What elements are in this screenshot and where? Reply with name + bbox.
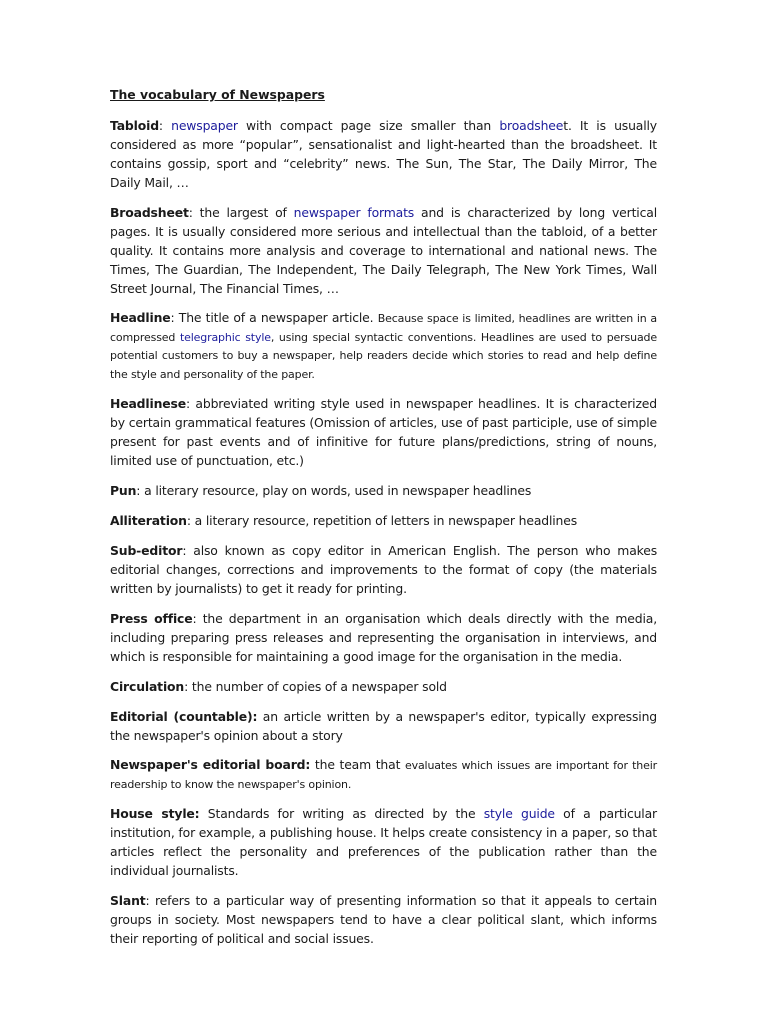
definition-text: an article written by a newspaper's editor, typically expressing the newspaper's opinion about a story [110,709,657,743]
glossary-term: Circulation [110,679,185,694]
glossary-entry [110,203,657,298]
glossary-term: Editorial (countable): [110,709,258,724]
glossary-entry [110,609,657,666]
definition-text: t. It is usually considered as more “popular”, sensationalist and light-hearted than the broadsheet. It contains gossip, sport and “celebrity” news. The Sun, The Star, The Daily Mirror, The Daily Mail, … [110,118,657,190]
definition-text: Standards for writing as directed by the [199,806,484,821]
definition-text: : the number of copies of a newspaper sold [184,679,447,694]
glossary-term: Slant [110,893,146,908]
definition-text: : [158,118,172,133]
hyperlink[interactable]: newspaper formats [293,205,415,220]
glossary-entry [110,309,657,383]
definition-text: : the largest of [188,205,294,220]
glossary-term: Broadsheet [110,205,189,220]
glossary-entry [110,481,657,500]
document-page [110,86,657,959]
hyperlink[interactable]: broadshee [499,118,564,133]
glossary-entry [110,677,657,696]
definition-text: , using special syntactic conventions. Headlines are used to persuade potential customers to buy a newspaper, help readers decide which stories to read and help define the style and personality of the paper. [110,330,657,381]
glossary-term: Newspaper's editorial board: [110,757,311,772]
definition-text: : abbreviated writing style used in newspaper headlines. It is characterized by certain grammatical features (Omission of articles, use of past participle, use of simple present for past events and of infinitive for future plans/predictions, string of nouns, limited use of punctuation, etc.) [110,396,657,468]
definition-text: : the department in an organisation which deals directly with the media, including preparing press releases and representing the organisation in interviews, and which is responsible for maintaining a good image for the organisation in the media. [110,611,657,664]
definition-text: evaluates which issues are important for their readership to know the newspaper's opinion. [110,759,657,791]
hyperlink[interactable]: style guide [483,806,555,821]
glossary-entry [110,891,657,948]
definition-text: and is characterized by long vertical pages. It is usually considered more serious and intellectual than the tabloid, of a better quality. It contains more analysis and coverage to international and national news. The Times, The Guardian, The Independent, The Daily Telegraph, The New York Times, Wall Street Journal, The Financial Times, … [110,205,657,296]
glossary-term: Tabloid [110,118,159,133]
glossary-entry [110,511,657,530]
glossary-term: Press office [110,611,193,626]
document-title: The vocabulary of Newspapers [110,87,325,102]
glossary-term: Alliteration [110,513,187,528]
glossary-term: Sub-editor [110,543,183,558]
definition-text: Because space is limited, headlines are written in a compressed [110,312,658,344]
glossary-entry [110,541,657,598]
hyperlink[interactable]: telegraphic style [179,330,271,344]
glossary-entry [110,394,657,470]
definition-text: : also known as copy editor in American English. The person who makes editorial changes, corrections and improvements to the format of copy (the materials written by journalists) to get it ready for printing. [110,543,657,596]
glossary-entry [110,116,657,192]
definition-text: of a particular institution, for example, a publishing house. It helps create consistency in a paper, so that articles reflect the personality and preferences of the publication rather than the individual journalists. [110,806,657,878]
definition-text: : refers to a particular way of presenting information so that it appeals to certain groups in society. Most newspapers tend to have a clear political slant, which informs their reporting of political and social issues. [110,893,657,946]
glossary-term: Headline [110,310,171,325]
glossary-entry [110,756,657,793]
glossary-entry [110,707,657,745]
definition-text: : a literary resource, repetition of letters in newspaper headlines [186,513,578,528]
glossary-list [110,116,657,948]
glossary-entry [110,804,657,880]
glossary-term: Pun [110,483,137,498]
hyperlink[interactable]: newspaper [171,118,238,133]
definition-text: the team that [310,757,405,772]
glossary-term: House style: [110,806,200,821]
glossary-term: Headlinese [110,396,187,411]
definition-text: : The title of a newspaper article. [170,310,378,325]
definition-text: with compact page size smaller than [237,118,500,133]
definition-text: : a literary resource, play on words, used in newspaper headlines [136,483,532,498]
